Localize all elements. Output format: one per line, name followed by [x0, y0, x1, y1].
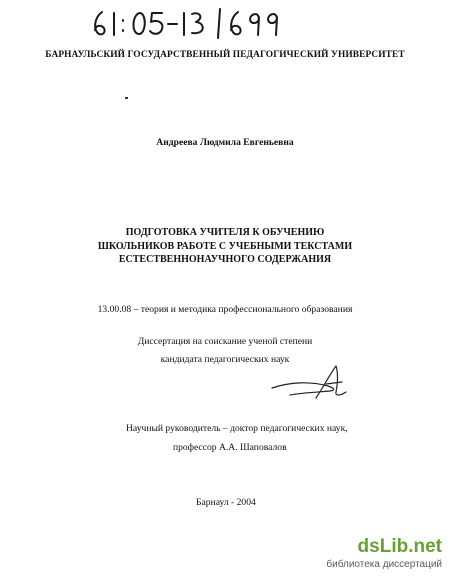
supervisor-line: Научный руководитель – доктор педагогических наук, — [126, 423, 348, 434]
degree-line: кандидата педагогических наук — [160, 354, 290, 365]
dissertation-title — [0, 226, 450, 267]
title-line: ЕСТЕСТВЕННОНАУЧНОГО СОДЕРЖАНИЯ — [118, 254, 332, 265]
watermark-logo: dsLib.net — [357, 536, 442, 557]
supervisor-line: профессор А.А. Шаповалов — [173, 442, 287, 453]
author-signature — [270, 362, 352, 402]
dslib-watermark — [312, 536, 442, 578]
scientific-supervisor — [126, 419, 366, 457]
city-and-year: Барнаул - 2004 — [196, 497, 256, 508]
stray-ink-mark — [125, 97, 128, 99]
watermark-tagline: библиотека диссертаций — [326, 559, 442, 570]
degree-line: Диссертация на соискание ученой степени — [137, 336, 313, 347]
signature-drawing — [270, 362, 352, 402]
specialty-code: 13.00.08 – теория и методика профессионального образования — [97, 304, 353, 315]
title-line: ШКОЛЬНИКОВ РАБОТЕ С УЧЕБНЫМИ ТЕКСТАМИ — [97, 240, 353, 252]
author-name: Андреева Людмила Евгеньевна — [156, 137, 294, 148]
university-name: БАРНАУЛЬСКИЙ ГОСУДАРСТВЕННЫЙ ПЕДАГОГИЧЕСКИЙ УНИВЕРСИТЕТ — [45, 50, 405, 60]
title-line: ПОДГОТОВКА УЧИТЕЛЯ К ОБУЧЕНИЮ — [125, 227, 325, 238]
degree-statement — [0, 333, 450, 369]
handwritten-code-drawing — [88, 6, 288, 40]
handwritten-catalog-code — [88, 6, 288, 40]
